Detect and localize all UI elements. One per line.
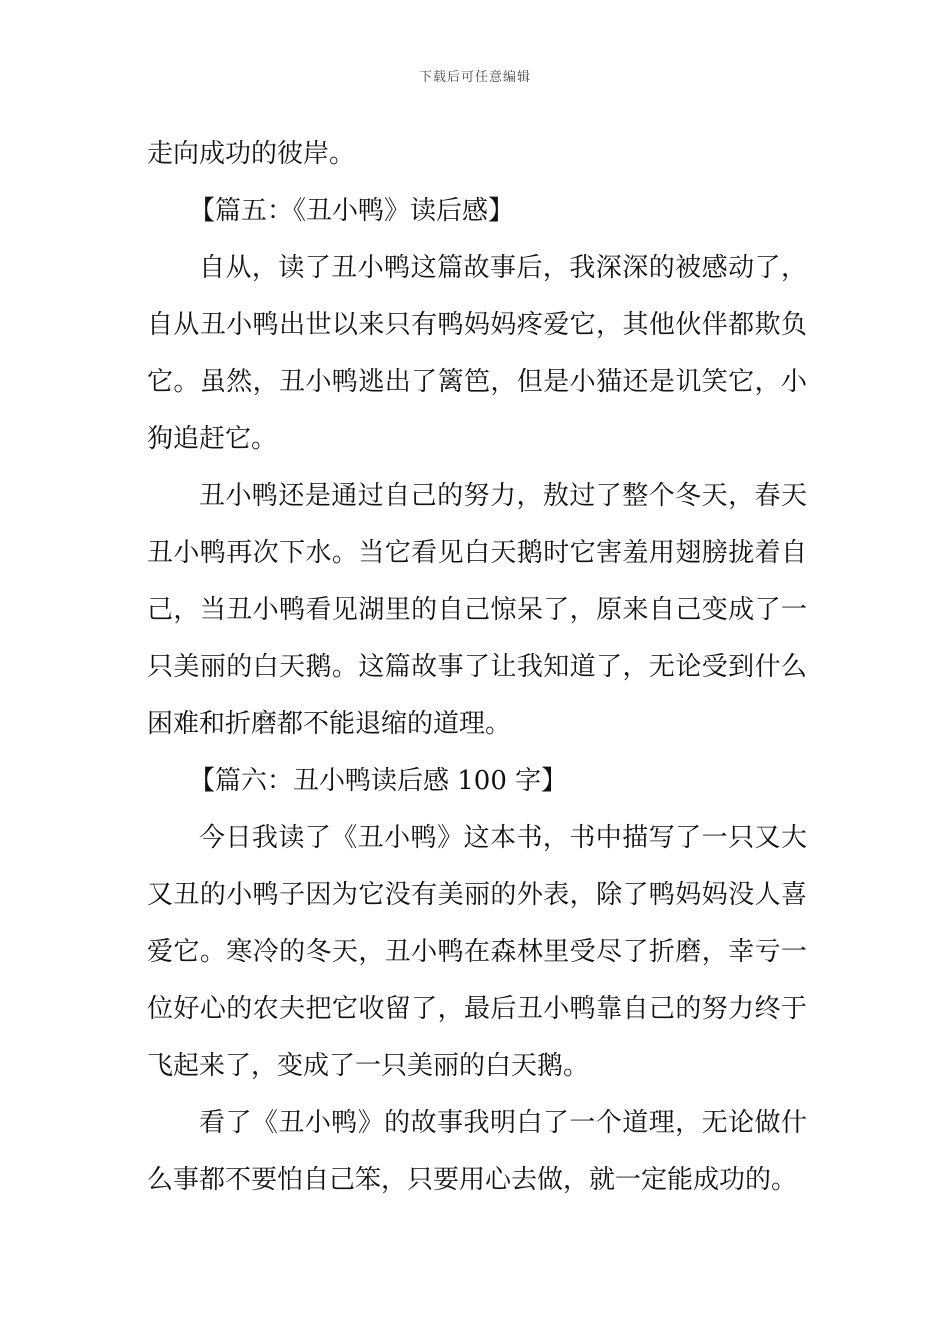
page-header-note: 下载后可任意编辑: [418, 70, 531, 85]
paragraph: [147, 1095, 807, 1209]
paragraph: [147, 468, 807, 753]
section-heading-six: 【篇六：丑小鸭读后感 100 字】: [189, 766, 568, 796]
text-line: 走向成功的彼岸。: [147, 139, 356, 169]
text-line: 自从，读了丑小鸭这篇故事后，我深深的被感动了，: [199, 253, 807, 283]
text-line: 又丑的小鸭子因为它没有美丽的外表，除了鸭妈妈没人喜: [147, 880, 807, 910]
text-line: 己，当丑小鸭看见湖里的自己惊呆了，原来自己变成了一: [147, 595, 807, 625]
text-line: 丑小鸭再次下水。当它看见白天鹅时它害羞用翅膀拢着自: [147, 538, 807, 568]
section-heading-five: 【篇五：《丑小鸭》读后感】: [189, 196, 515, 226]
text-line: 今日我读了《丑小鸭》这本书，书中描写了一只又大: [199, 823, 807, 853]
text-line: 困难和折磨都不能退缩的道理。: [147, 709, 512, 739]
text-line: 么事都不要怕自己笨，只要用心去做，就一定能成功的。: [147, 1165, 798, 1195]
text-line: 看了《丑小鸭》的故事我明白了一个道理，无论做什: [199, 1108, 807, 1138]
paragraph: [147, 240, 807, 468]
document-body: [147, 126, 807, 1209]
text-line: 丑小鸭还是通过自己的努力，敖过了整个冬天，春天: [199, 481, 807, 511]
paragraph: [147, 810, 807, 1095]
text-line: 只美丽的白天鹅。这篇故事了让我知道了，无论受到什么: [147, 652, 807, 682]
text-line: 飞起来了，变成了一只美丽的白天鹅。: [147, 1051, 590, 1081]
text-line: 爱它。寒冷的冬天，丑小鸭在森林里受尽了折磨，幸亏一: [147, 937, 807, 967]
text-line: 狗追赶它。: [147, 424, 278, 454]
text-line: 自从丑小鸭出世以来只有鸭妈妈疼爱它，其他伙伴都欺负: [147, 310, 807, 340]
text-line: 它。虽然，丑小鸭逃出了篱笆，但是小猫还是讥笑它，小: [147, 367, 807, 397]
text-line: 位好心的农夫把它收留了，最后丑小鸭靠自己的努力终于: [147, 994, 807, 1024]
